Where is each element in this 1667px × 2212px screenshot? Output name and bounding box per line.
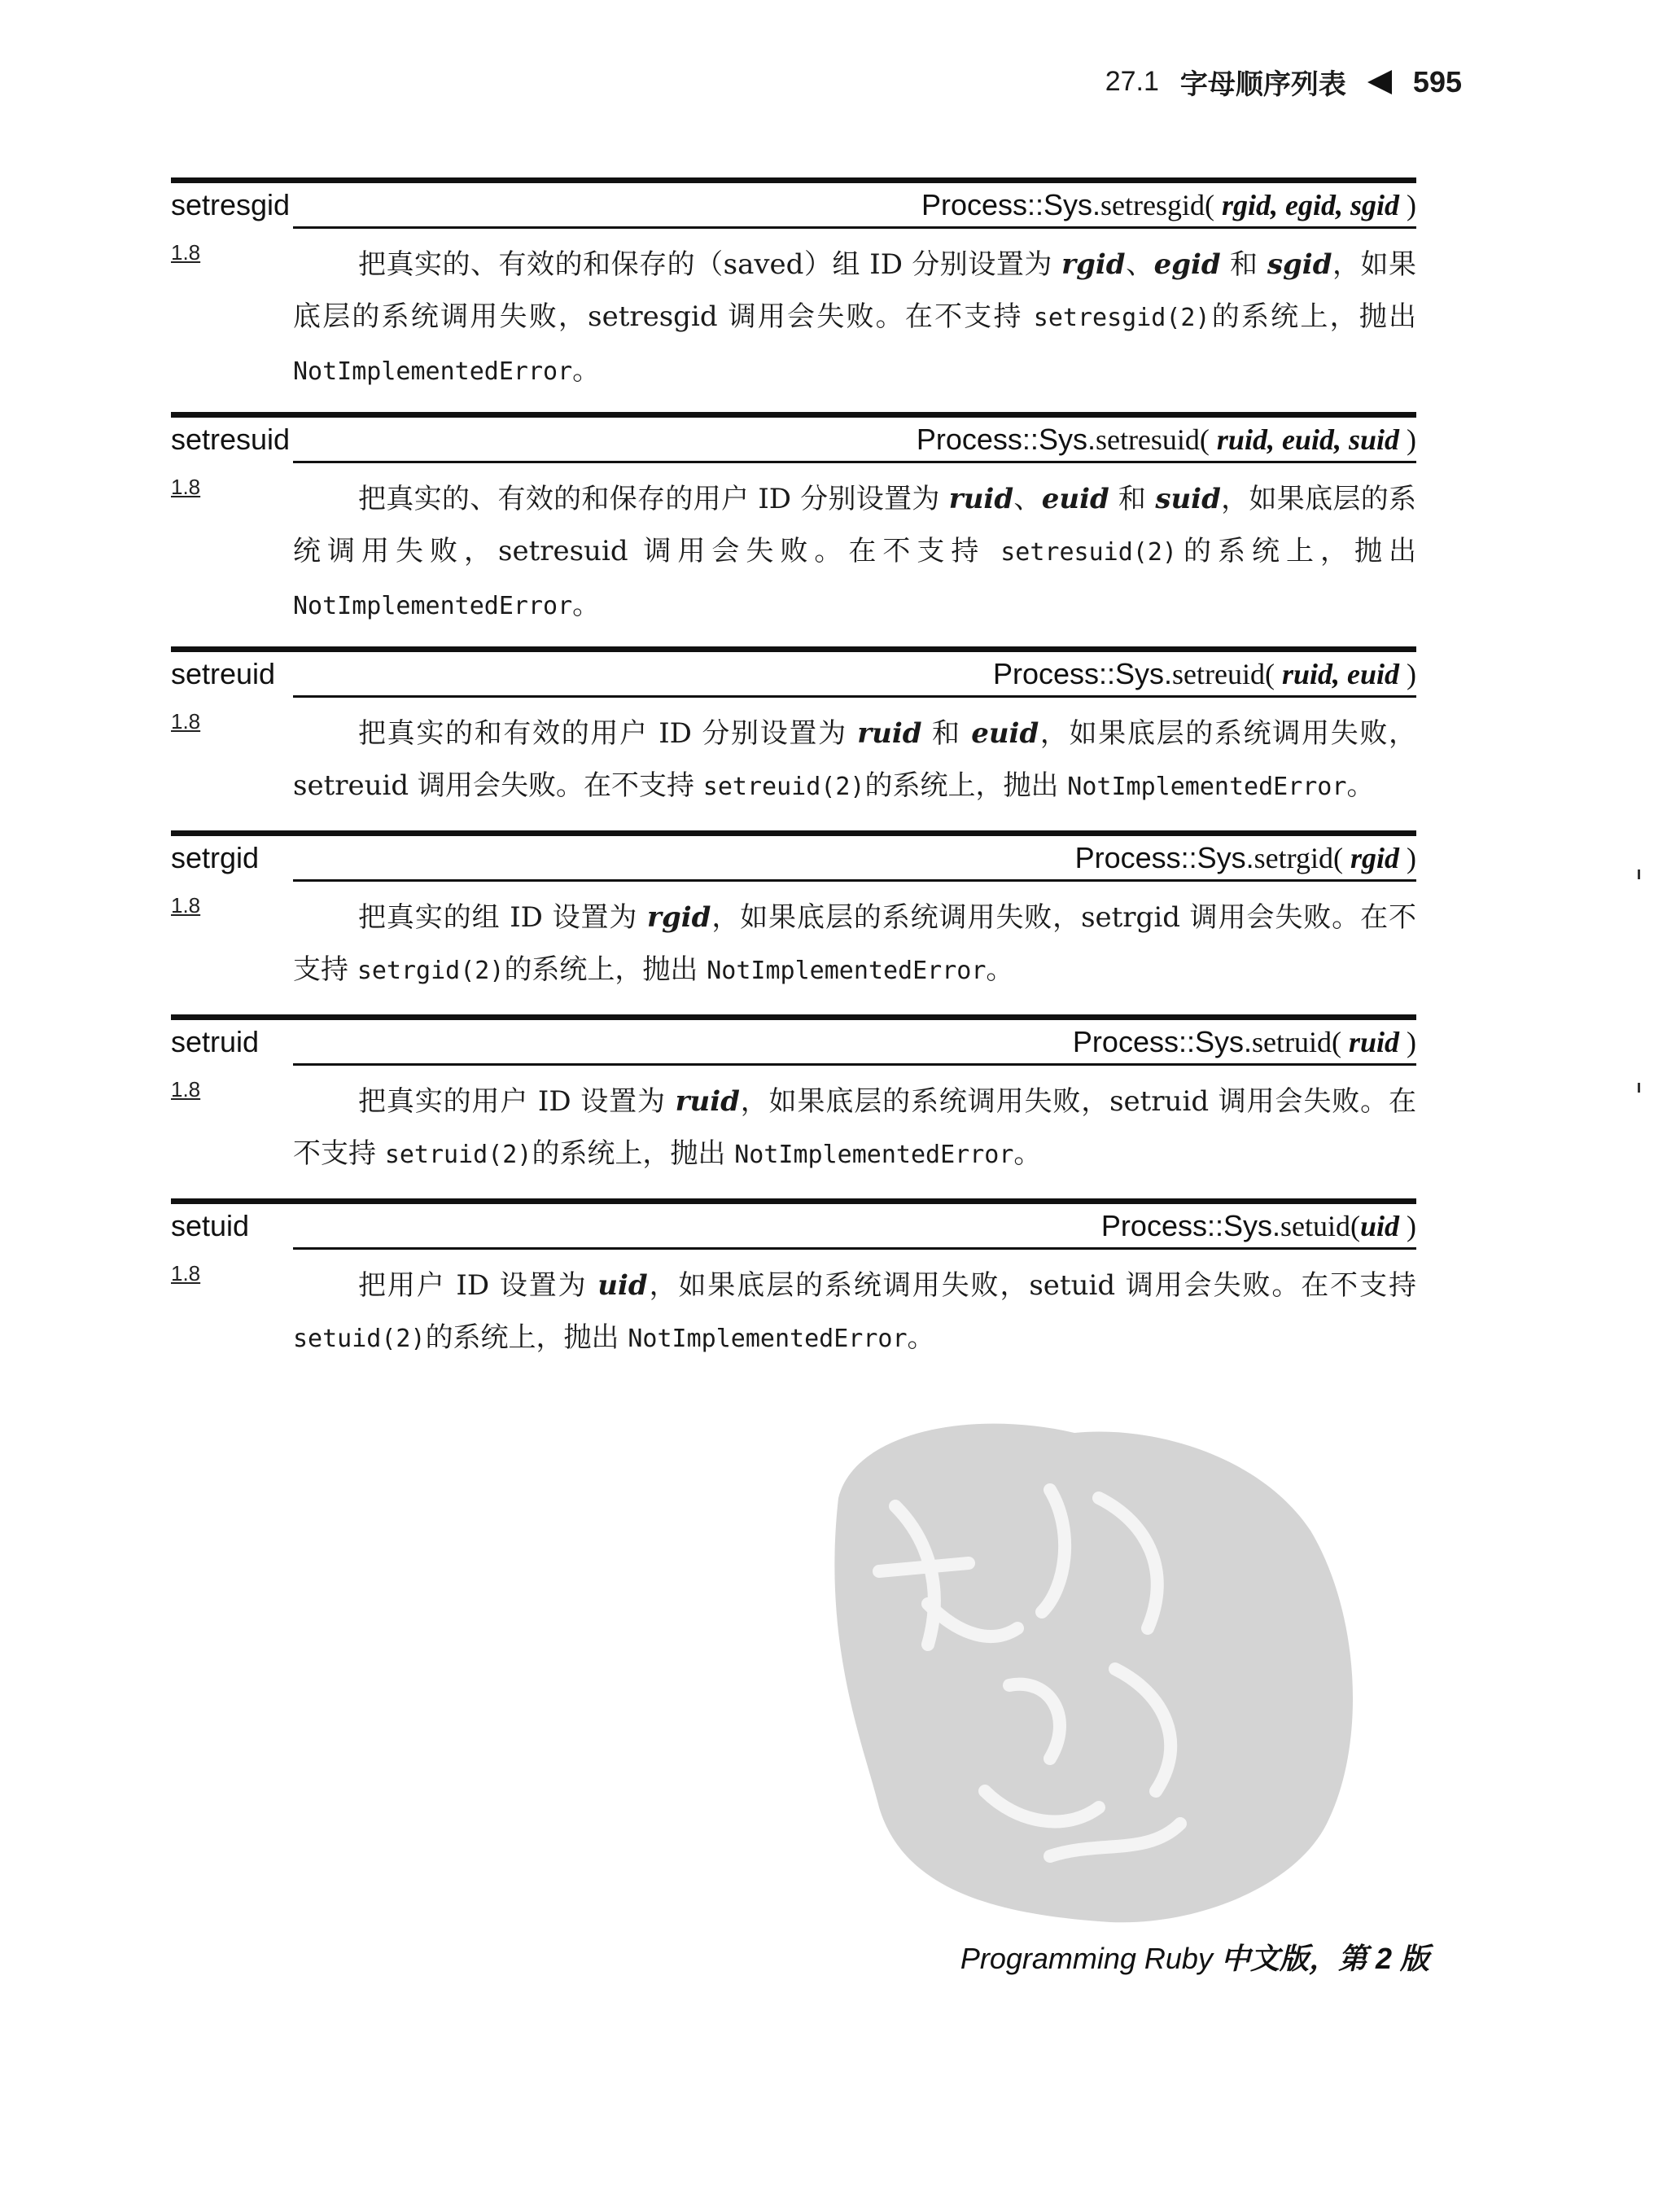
entry-rule bbox=[171, 1198, 1416, 1204]
entry-rule bbox=[171, 177, 1416, 183]
method-signature: Process::Sys.setreuid( ruid, euid ) bbox=[992, 657, 1416, 690]
method-name: setresgid bbox=[171, 188, 291, 221]
method-entry-setuid bbox=[171, 1198, 1416, 1365]
page-number: 595 bbox=[1412, 64, 1462, 99]
entry-body bbox=[171, 882, 1416, 997]
signature-row bbox=[171, 183, 1416, 229]
scan-speck bbox=[1638, 1083, 1640, 1093]
section-title: 字母顺序列表 bbox=[1179, 69, 1346, 100]
book-edition: 中文版，第 2 版 bbox=[1220, 1942, 1429, 1975]
method-description: 把真实的、有效的和保存的（saved）组 ID 分别设置为 rgid、egid 和 sgid，如果底层的系统调用失败，setresgid 调用会失败。在不支持 setresgid(2)的系统上，抛出 NotImplementedError。 bbox=[293, 248, 1417, 387]
signature-row bbox=[171, 1020, 1416, 1066]
entry-body bbox=[171, 698, 1416, 813]
method-signature: Process::Sys.setresgid( rgid, egid, sgid ) bbox=[921, 188, 1416, 221]
signature-row bbox=[171, 652, 1416, 698]
method-entry-setruid bbox=[171, 1014, 1416, 1181]
scan-speck bbox=[1638, 869, 1640, 879]
method-signature: Process::Sys.setrgid( rgid ) bbox=[1074, 841, 1416, 874]
method-signature: Process::Sys.setruid( ruid ) bbox=[1072, 1025, 1416, 1058]
method-signature: Process::Sys.setuid(uid ) bbox=[1100, 1209, 1416, 1242]
method-signature: Process::Sys.setresuid( ruid, euid, suid ) bbox=[916, 423, 1416, 456]
method-description: 把真实的用户 ID 设置为 ruid，如果底层的系统调用失败，setruid 调用会失败。在不支持 setruid(2)的系统上，抛出 NotImplementedError。 bbox=[293, 1085, 1416, 1170]
method-entry-setreuid bbox=[171, 646, 1416, 813]
chapter-number: 27.1 bbox=[1105, 66, 1159, 97]
method-name: setreuid bbox=[171, 657, 276, 690]
method-name: setresuid bbox=[171, 423, 291, 456]
running-footer bbox=[960, 1936, 1429, 1978]
method-entry-setrgid bbox=[171, 830, 1416, 997]
version-badge: 1.8 bbox=[171, 1077, 201, 1102]
method-name: setuid bbox=[171, 1209, 250, 1242]
version-badge: 1.8 bbox=[171, 240, 201, 265]
version-badge: 1.8 bbox=[171, 893, 201, 918]
method-description: 把真实的和有效的用户 ID 分别设置为 ruid 和 euid，如果底层的系统调用失败，setreuid 调用会失败。在不支持 setreuid(2)的系统上，抛出 NotImplementedError。 bbox=[293, 717, 1416, 802]
method-entry-setresgid bbox=[171, 177, 1416, 398]
method-entry-setresuid bbox=[171, 412, 1416, 633]
version-badge: 1.8 bbox=[171, 1261, 201, 1286]
method-description: 把真实的、有效的和保存的用户 ID 分别设置为 ruid、euid 和 suid，如果底层的系统调用失败，setresuid 调用会失败。在不支持 setresuid(2)的系统上，抛出 NotImplementedError。 bbox=[293, 483, 1416, 621]
method-description: 把真实的组 ID 设置为 rgid，如果底层的系统调用失败，setrgid 调用会失败。在不支持 setrgid(2)的系统上，抛出 NotImplementedError。 bbox=[293, 901, 1416, 986]
running-header bbox=[1105, 62, 1462, 102]
entry-rule bbox=[171, 412, 1416, 418]
entry-body bbox=[171, 229, 1416, 398]
method-description: 把用户 ID 设置为 uid，如果底层的系统调用失败，setuid 调用会失败。在不支持 setuid(2)的系统上，抛出 NotImplementedError。 bbox=[293, 1269, 1416, 1354]
seal-watermark bbox=[806, 1400, 1376, 1938]
signature-row bbox=[171, 836, 1416, 882]
entry-body bbox=[171, 1250, 1416, 1365]
book-title: Programming Ruby bbox=[960, 1942, 1221, 1975]
entry-body bbox=[171, 463, 1416, 633]
version-badge: 1.8 bbox=[171, 475, 201, 499]
arrow-left-icon bbox=[1367, 70, 1392, 94]
entry-body bbox=[171, 1066, 1416, 1181]
method-name: setrgid bbox=[171, 841, 260, 874]
entry-rule bbox=[171, 1014, 1416, 1020]
signature-row bbox=[171, 418, 1416, 463]
entry-rule bbox=[171, 646, 1416, 652]
entry-rule bbox=[171, 830, 1416, 836]
signature-row bbox=[171, 1204, 1416, 1250]
version-badge: 1.8 bbox=[171, 709, 201, 734]
method-name: setruid bbox=[171, 1025, 260, 1058]
